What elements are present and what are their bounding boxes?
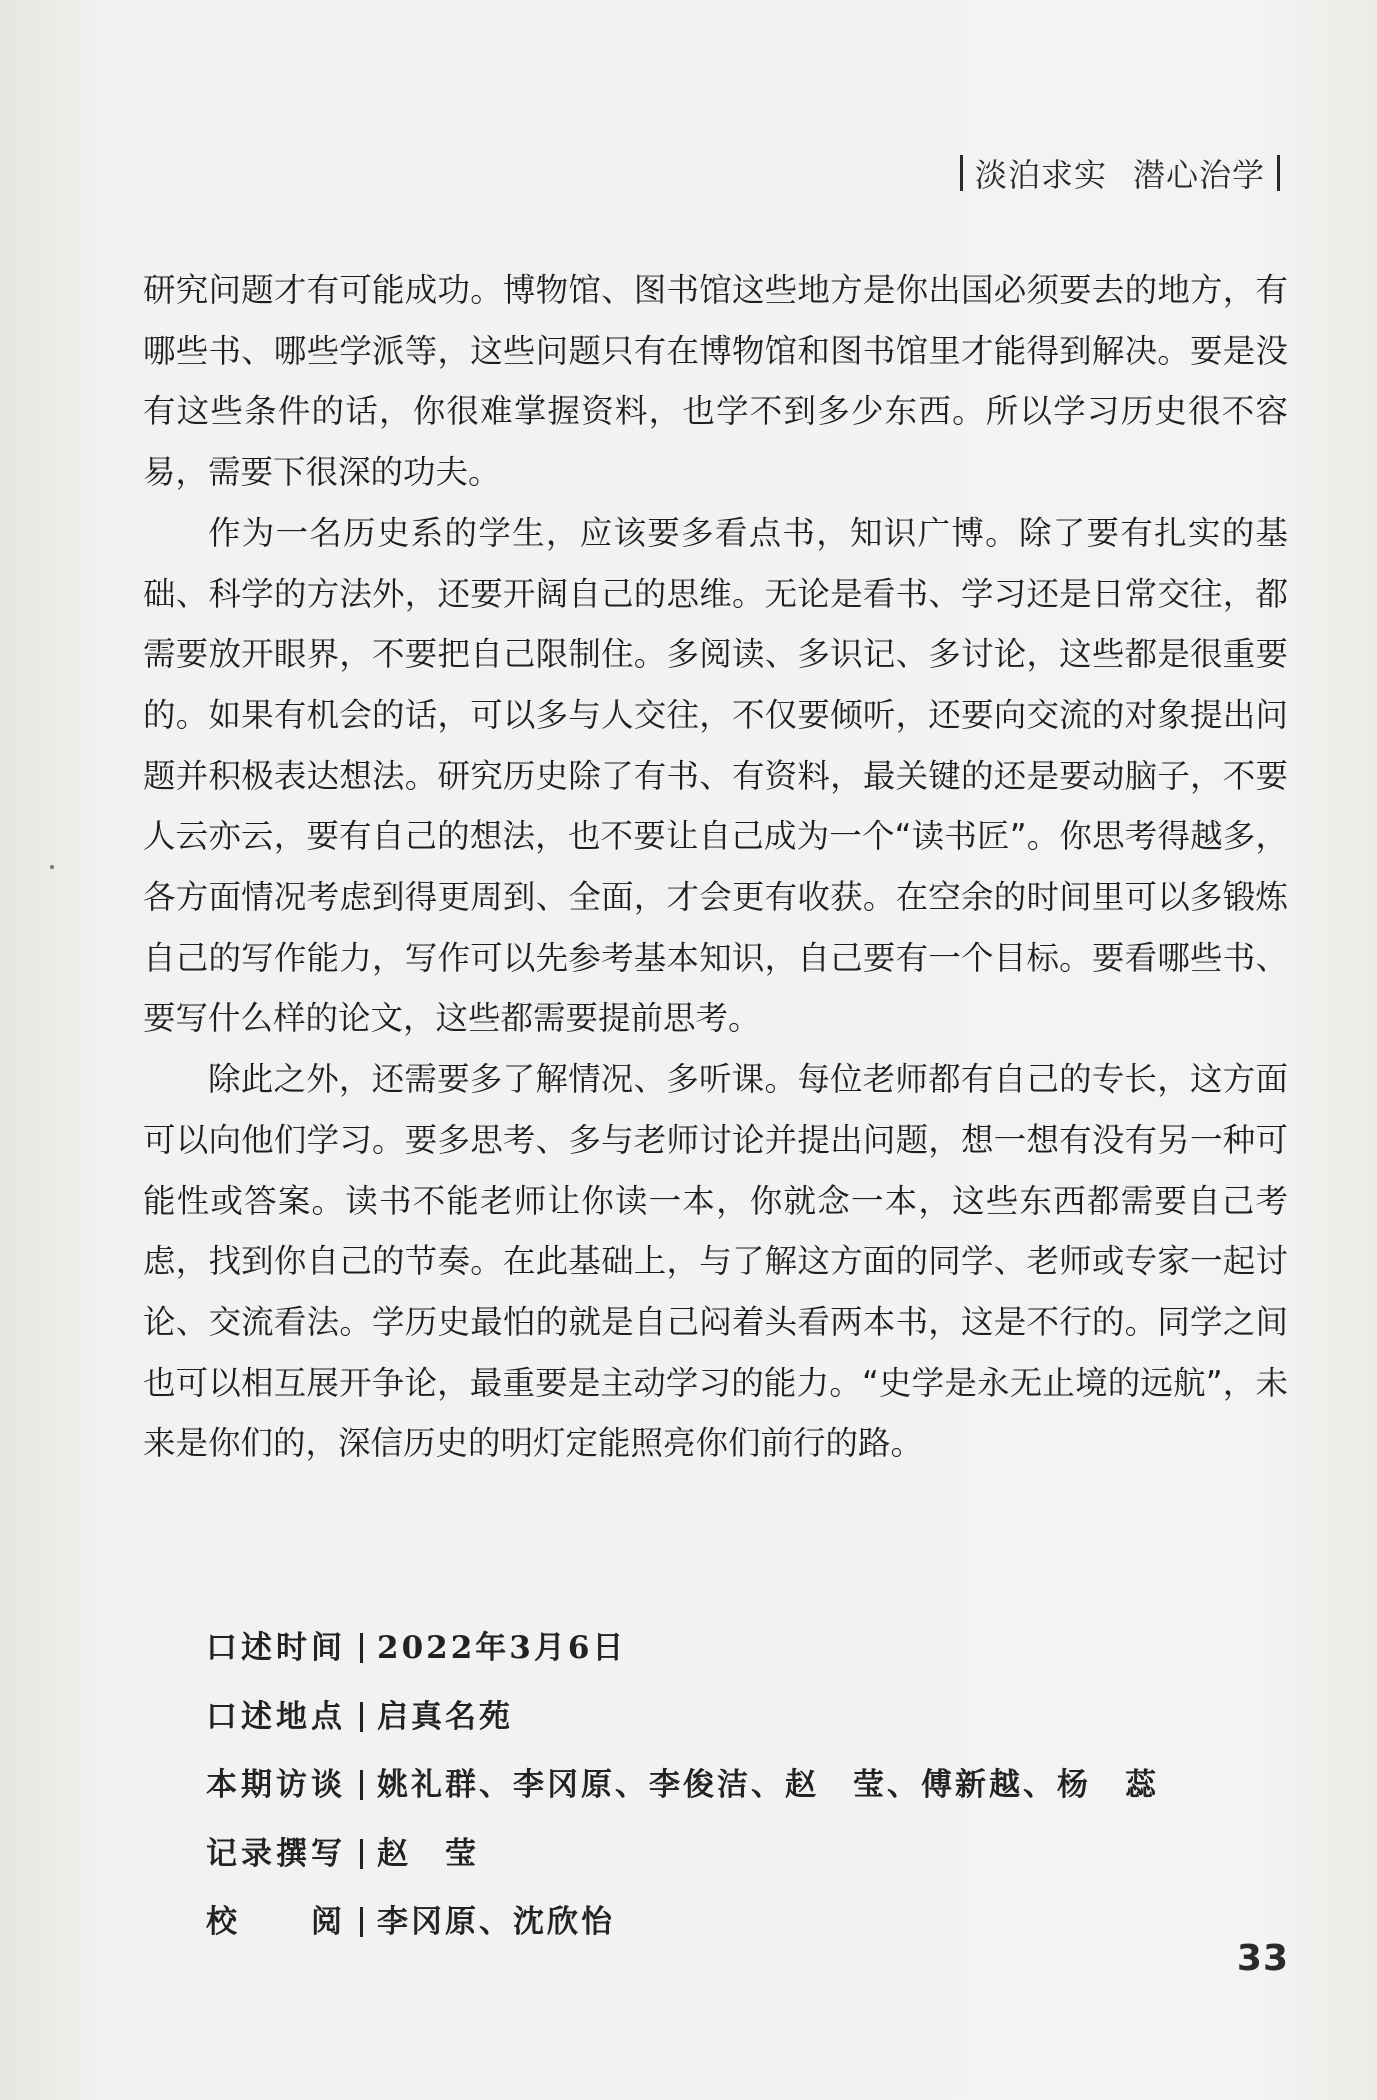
meta-value: 姚礼群、李冈原、李俊洁、赵 莹、傅新越、杨 蕊 bbox=[377, 1767, 1159, 1803]
scan-speck bbox=[50, 865, 54, 869]
running-header bbox=[948, 150, 1292, 196]
meta-label: 口述时间 bbox=[206, 1630, 346, 1666]
meta-proofread-row bbox=[206, 1888, 1159, 1957]
meta-value: 2022年3月6日 bbox=[377, 1630, 627, 1666]
meta-separator bbox=[360, 1839, 363, 1869]
meta-label: 口述地点 bbox=[206, 1698, 346, 1735]
header-right-bar bbox=[1277, 155, 1280, 191]
meta-value: 启真名苑 bbox=[377, 1698, 513, 1735]
paragraph: 作为一名历史系的学生，应该要多看点书，知识广博。除了要有扎实的基础、科学的方法外，还要开阔自己的思维。无论是看书、学习还是日常交往，都需要放开眼界，不要把自己限制住。多阅读、多识记、多讨论，这些都是很重要的。如果有机会的话，可以多与人交往，不仅要倾听，还要向交流的对象提出问题并积极表达想法。研究历史除了有书、有资料，最关键的还是要动脑子，不要人云亦云，要有自己的想法，也不要让自己成为一个“读书匠”。你思考得越多，各方面情况考虑到得更周到、全面，才会更有收获。在空余的时间里可以多锻炼自己的写作能力，写作可以先参考基本知识，自己要有一个目标。要看哪些书、要写什么样的论文，这些都需要提前思考。 bbox=[143, 513, 1288, 1038]
page-number: 33 bbox=[1236, 1938, 1289, 1979]
paragraph-continued: 研究问题才有可能成功。博物馆、图书馆这些地方是你出国必须要去的地方，有哪些书、哪些学派等，这些问题只有在博物馆和图书馆里才能得到解决。要是没有这些条件的话，你很难掌握资料，也学不到多少东西。所以学习历史很不容易，需要下很深的功夫。 bbox=[143, 271, 1288, 492]
meta-value: 李冈原、沈欣怡 bbox=[377, 1904, 615, 1940]
header-left-bar bbox=[960, 155, 963, 191]
meta-label: 校 阅 bbox=[206, 1904, 346, 1940]
meta-time-row bbox=[206, 1614, 1159, 1683]
body-text bbox=[143, 260, 1288, 1474]
meta-separator bbox=[360, 1907, 363, 1937]
meta-value: 赵 莹 bbox=[377, 1835, 479, 1872]
interview-metadata bbox=[206, 1614, 1159, 1957]
meta-writer-row bbox=[206, 1820, 1159, 1889]
meta-separator bbox=[360, 1633, 363, 1663]
meta-separator bbox=[360, 1770, 363, 1800]
meta-separator bbox=[360, 1702, 363, 1732]
meta-interviewers-row bbox=[206, 1751, 1159, 1820]
meta-place-row bbox=[206, 1683, 1159, 1752]
paragraph: 除此之外，还需要多了解情况、多听课。每位老师都有自己的专长，这方面可以向他们学习。要多思考、多与老师讨论并提出问题，想一想有没有另一种可能性或答案。读书不能老师让你读一本，你就念一本，这些东西都需要自己考虑，找到你自己的节奏。在此基础上，与了解这方面的同学、老师或专家一起讨论、交流看法。学历史最怕的就是自己闷着头看两本书，这是不行的。同学之间也可以相互展开争论，最重要是主动学习的能力。“史学是永无止境的远航”，未来是你们的，深信历史的明灯定能照亮你们前行的路。 bbox=[143, 1060, 1288, 1463]
meta-label: 记录撰写 bbox=[206, 1835, 346, 1872]
meta-label: 本期访谈 bbox=[206, 1767, 346, 1803]
header-left-text: 淡泊求实 bbox=[974, 156, 1107, 194]
header-right-text: 潜心治学 bbox=[1132, 156, 1265, 194]
